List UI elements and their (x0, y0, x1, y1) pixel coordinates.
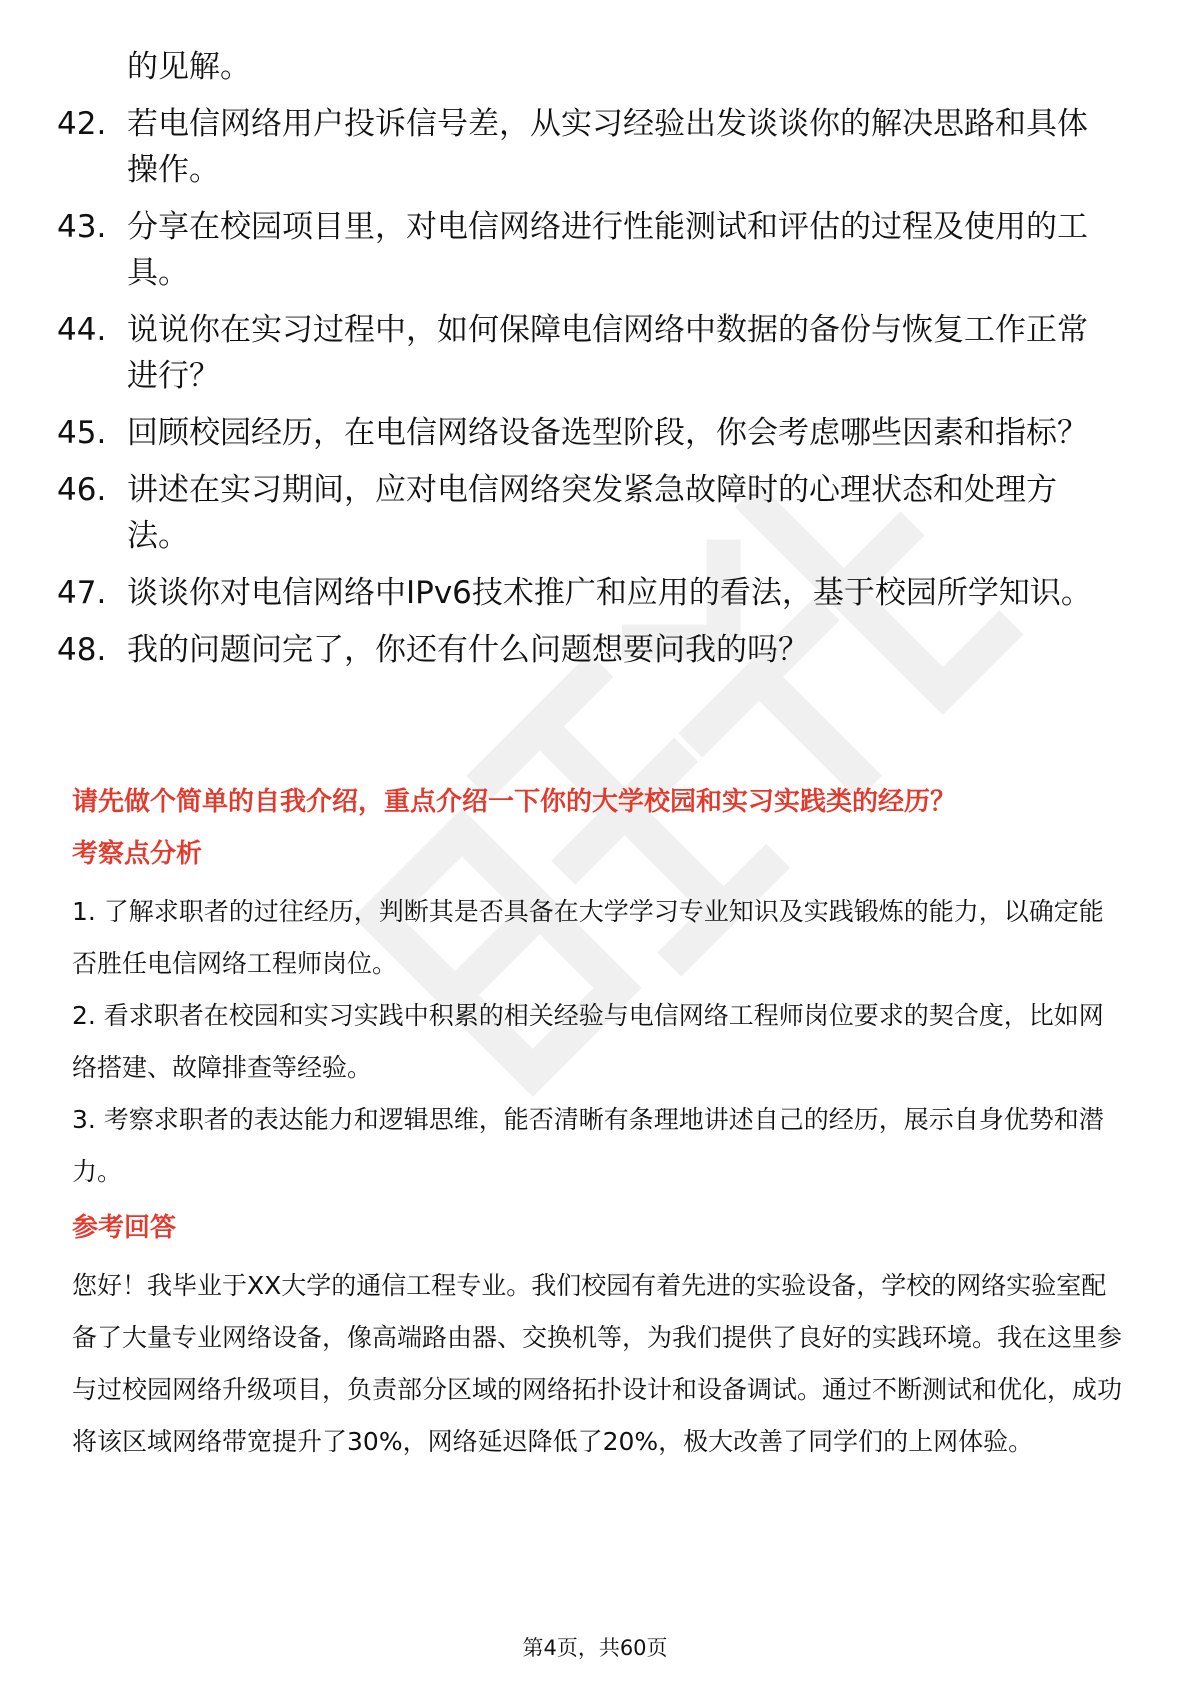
analysis-point: 1. 了解求职者的过往经历，判断其是否具备在大学学习专业知识及实践锻炼的能力，以确定能否胜任电信网络工程师岗位。 (72, 897, 1104, 978)
question-number: 47. (57, 575, 107, 611)
question-number: 48. (57, 632, 107, 668)
page-footer: 第4页，共60页 (522, 1636, 668, 1660)
question-text: 分享在校园项目里，对电信网络进行性能测试和评估的过程及使用的工具。 (127, 209, 1088, 291)
question-item (0, 44, 1190, 90)
section-question: 请先做个简单的自我介绍，重点介绍一下你的大学校园和实习实践类的经历？ (72, 787, 957, 817)
question-text: 说说你在实习过程中，如何保障电信网络中数据的备份与恢复工作正常进行？ (127, 312, 1088, 394)
question-item (0, 204, 1190, 296)
question-item (0, 101, 1190, 193)
analysis-point: 3. 考察求职者的表达能力和逻辑思维，能否清晰有条理地讲述自己的经历，展示自身优势和潜力。 (72, 1105, 1104, 1186)
question-number: 44. (57, 312, 107, 348)
analysis-point: 2. 看求职者在校园和实习实践中积累的相关经验与电信网络工程师岗位要求的契合度，比如网络搭建、故障排查等经验。 (72, 1001, 1104, 1082)
question-item (0, 570, 1190, 616)
question-item (0, 627, 1190, 673)
question-text: 谈谈你对电信网络中IPv6技术推广和应用的看法，基于校园所学知识。 (127, 575, 1092, 611)
question-text: 我的问题问完了，你还有什么问题想要问我的吗？ (127, 632, 809, 668)
question-number: 42. (57, 106, 107, 142)
question-text: 回顾校园经历，在电信网络设备选型阶段，你会考虑哪些因素和指标？ (127, 415, 1088, 451)
question-list (0, 44, 1190, 684)
answer-heading: 参考回答 (72, 1213, 177, 1243)
question-text: 讲述在实习期间，应对电信网络突发紧急故障时的心理状态和处理方法。 (127, 472, 1057, 554)
question-number: 45. (57, 415, 107, 451)
analysis-heading: 考察点分析 (72, 839, 203, 869)
question-number: 43. (57, 209, 107, 245)
question-item (0, 307, 1190, 399)
question-item (0, 467, 1190, 559)
question-item (0, 410, 1190, 456)
question-text: 的见解。 (127, 49, 251, 85)
question-text: 若电信网络用户投诉信号差，从实习经验出发谈谈你的解决思路和具体操作。 (127, 106, 1088, 188)
answer-text: 您好！我毕业于XX大学的通信工程专业。我们校园有着先进的实验设备，学校的网络实验室配备了大量专业网络设备，像高端路由器、交换机等，为我们提供了良好的实践环境。我在这里参与过校园网络升级项目，负责部分区域的网络拓扑设计和设备调试。通过不断测试和优化，成功将该区域网络带宽提升了30%，网络延迟降低了20%，极大改善了同学们的上网体验。 (72, 1271, 1123, 1456)
question-number: 46. (57, 472, 107, 508)
